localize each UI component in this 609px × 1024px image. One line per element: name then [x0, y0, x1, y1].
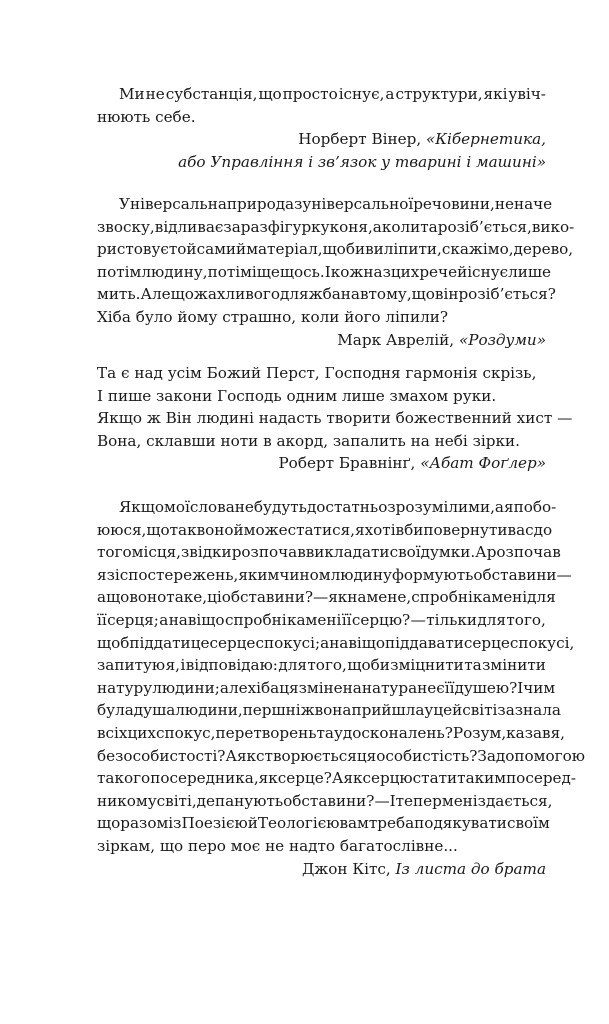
- epigraph-wiener: [97, 83, 546, 173]
- epigraph-keats: [97, 496, 585, 880]
- author-name: Марк Аврелій,: [337, 330, 459, 349]
- work-title: «Кібернетика,: [425, 130, 546, 149]
- attribution: [97, 452, 546, 475]
- epigraph-line: Ми не субстанція, що просто існує, а структури, які увіч-: [119, 85, 546, 103]
- epigraph-line: всіх цих спокус, перетворень та удосконалень? Розум, казав я,: [97, 723, 566, 742]
- epigraph-line: Універсальна природа з універсальної речовини, неначе: [119, 195, 553, 213]
- work-title: «Роздуми»: [458, 330, 546, 349]
- epigraph-line: була душа людини, перш ніж вона прийшла у цей світ і зазнала: [97, 701, 561, 720]
- work-title: або Управління і зв’язок у тварині і машині»: [178, 152, 546, 171]
- author-name: Джон Кітс,: [301, 859, 396, 878]
- poem-line: І пише закони Господь одним лише змахом руки.: [97, 386, 497, 405]
- poem-line: Якщо ж Він людині надасть творити божественний хист —: [97, 409, 573, 428]
- attribution: [97, 329, 546, 352]
- author-name: Норберт Вінер,: [298, 130, 426, 149]
- work-title: «Абат Фоґлер»: [420, 454, 546, 473]
- epigraph-line: Якщо мої слова не будуть достатньо зрозумілими, а я побо-: [119, 498, 557, 516]
- work-title: Із листа до брата: [395, 859, 546, 878]
- epigraph-line: ююся, що так воно й може статися, я хотів би повернути вас до: [97, 520, 553, 539]
- attribution: [97, 128, 546, 151]
- author-name: Роберт Бравнінґ,: [278, 454, 421, 473]
- attribution-continued: [97, 151, 546, 174]
- epigraph-line: того місця, звідки розпочав викладати свої думки. А розпочав: [97, 543, 561, 562]
- epigraph-line: потім людину, потім іще щось. І кожна з цих речей існує лише: [97, 262, 552, 281]
- epigraph-line: без особистості? А як створюється ця особистість? За допомогою: [97, 746, 585, 765]
- epigraph-marcus-aurelius: [97, 193, 575, 351]
- poem-line: Вона, склавши ноти в акорд, запалить на небі зірки.: [97, 431, 520, 450]
- epigraph-line: її серця; а навіщо спробні камені її серцю? — тільки для того,: [97, 610, 546, 629]
- epigraph-line: щоб піддати це серце спокусі; а навіщо піддавати серце спокусі,: [97, 633, 575, 652]
- epigraph-line: з воску, відливає зараз фігурку коня, а коли та розіб’ється, вико-: [97, 217, 575, 236]
- epigraph-line: запитую я, і відповідаю: для того, щоби зміцнити та змінити: [97, 656, 546, 675]
- epigraph-line: натуру людини; але хіба ця змінена натура не є її душею? І чим: [97, 678, 556, 697]
- epigraph-line: Хіба було йому страшно, коли його ліпили?: [97, 307, 449, 326]
- epigraph-line: зіркам, що перо моє не надто багатослівне...: [97, 836, 458, 855]
- epigraph-line: мить. Але що жахливого для жбана в тому, що він розіб’ється?: [97, 285, 556, 304]
- epigraph-line: що разом із Поезією й Теологією вам треба подякувати своїм: [97, 814, 550, 833]
- epigraph-line: нюють себе.: [97, 107, 196, 126]
- epigraph-line: ником у світі, де панують обставини? — І тепер мені здається,: [97, 791, 553, 810]
- epigraph-line: я зі спостережень, яким чином людину формують обставини —: [97, 565, 572, 584]
- epigraph-line: такого посередника, як серце? А як серцю стати таким посеред-: [97, 769, 577, 788]
- epigraph-line: ристовує той самий матеріал, щоби виліпити, скажімо, дерево,: [97, 240, 574, 259]
- attribution: [97, 858, 546, 881]
- epigraph-line: а що воно таке, ці обставини? — як на мене, спробні камені для: [97, 588, 556, 607]
- epigraph-browning: [97, 362, 573, 475]
- poem-line: Та є над усім Божий Перст, Господня гармонія скрізь,: [97, 364, 537, 382]
